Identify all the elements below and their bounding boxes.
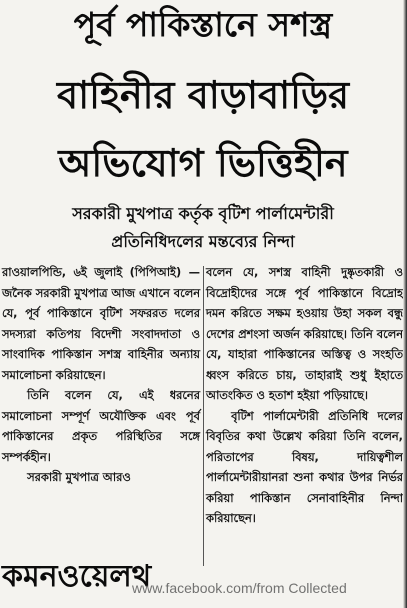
watermark-text: www.facebook.com/from Collected xyxy=(132,580,347,596)
right-paragraph-2: বৃটিশ পার্লামেন্টারী প্রতিনিধি দলের বিবৃতির কথা উল্লেখ করিয়া তিনি বলেন, পরিতাপের বিষয়, দায়িত্বশীল পার্লামেন্টারীয়ানরা শুনা কথার উপর নির্ভর করিয়া পাকিস্তান সেনাবাহিনীর নিন্দা করিয়াছেন। xyxy=(206,408,403,525)
column-divider xyxy=(203,266,204,566)
next-headline-fragment: কমনওয়েলথ xyxy=(2,559,152,594)
headline-line-1: পূর্ব পাকিস্তানে সশস্ত্র xyxy=(73,5,333,44)
headline-line-3: অভিযোগ ভিত্তিহীন xyxy=(58,141,348,185)
right-paragraph-1: বলেন যে, সশস্ত্র বাহিনী দুষ্কৃতকারী ও বিদ্রোহীদের সঙ্গে পূর্ব পাকিস্তানে বিদ্রোহ দমন করিতে সক্ষম হওয়ায় উহা সকল বন্ধু দেশের প্রশংসা অর্জন করিয়াছে। তিনি বলেন যে, যাহারা পাকিস্তানের অস্তিত্ব ও সংহতি ধ্বংস করিতে চায়, তাহারাই শুধু ইহাতে আতংকিত ও হতাশ হইয়া পড়িয়াছে। xyxy=(206,265,403,402)
subheadline-line-2: প্রতিনিধিদলের মন্তব্যের নিন্দা xyxy=(111,232,295,251)
article-column-left xyxy=(2,262,200,488)
left-paragraph-3: সরকারী মুখপাত্র আরও xyxy=(27,470,131,484)
headline-line-2: বাহিনীর বাড়াবাড়ির xyxy=(56,73,350,117)
left-paragraph-1: রাওয়ালপিন্ডি, ৬ই জুলাই (পিপিআই) — জনৈক সরকারী মুখপাত্র আজ এখানে বলেন যে, পূর্ব পাকিস্তানে বৃটিশ সফররত দলের সদস্যরা কতিপয় বিদেশী সংবাদদাতা ও সাংবাদিক পাকিস্তান সশস্ত্র বাহিনীর অন্যায় সমালোচনা করিয়াছেন। xyxy=(2,265,200,382)
article-column-right xyxy=(206,262,403,529)
subheadline-line-1: সরকারী মুখপাত্র কর্তৃক বৃটিশ পার্লামেন্টারী xyxy=(72,204,334,223)
left-paragraph-2: তিনি বলেন যে, এই ধরনের সমালোচনা সম্পূর্ণ অযৌক্তিক এবং পূর্ব পাকিস্তানের প্রকৃত পরিস্থিতির সঙ্গে সম্পর্কহীন। xyxy=(2,388,200,464)
page-edge-shadow xyxy=(403,0,407,608)
